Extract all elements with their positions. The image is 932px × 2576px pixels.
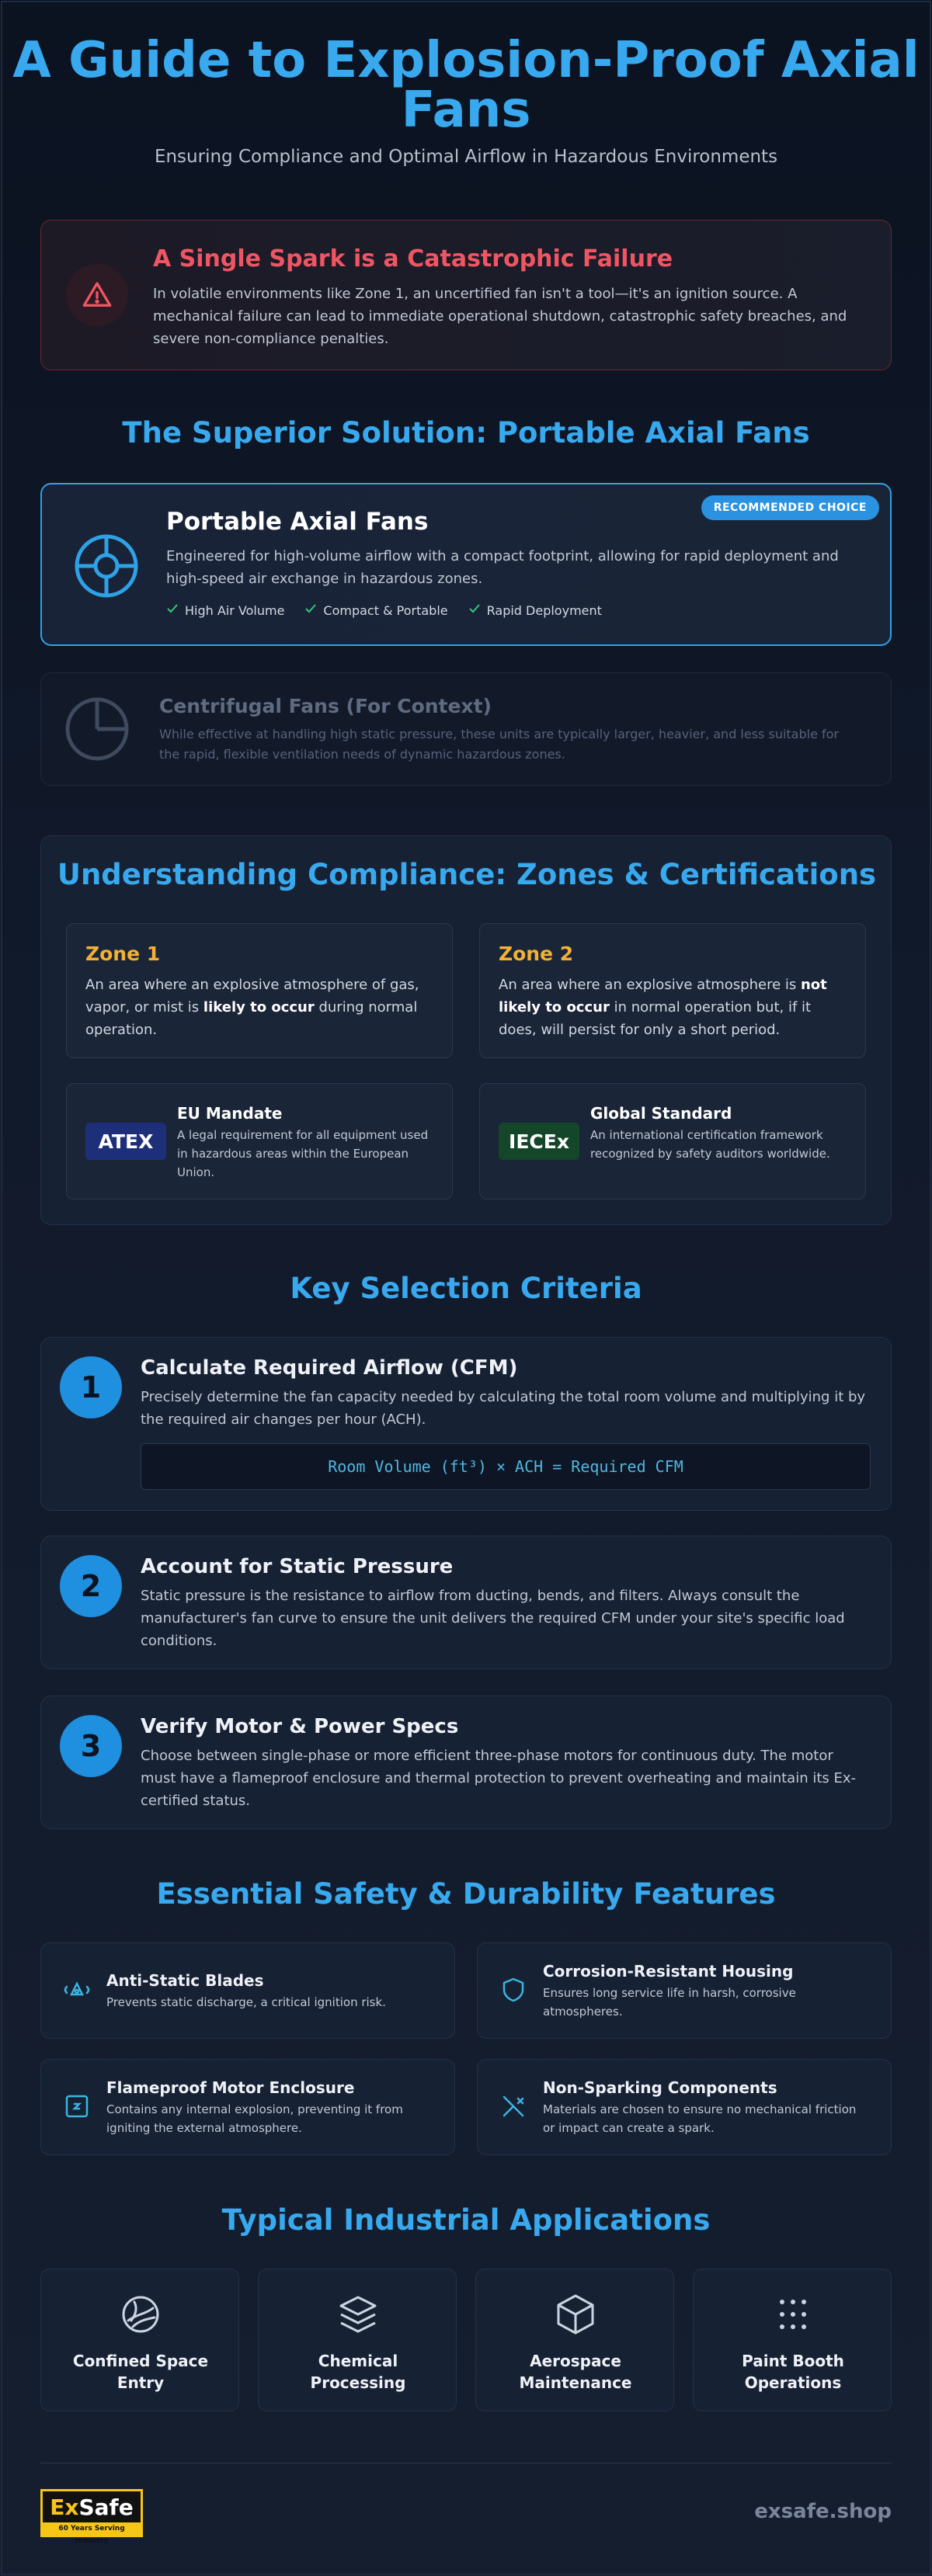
site-link[interactable]: exsafe.shop: [754, 2500, 892, 2523]
cube-icon: [552, 2291, 599, 2341]
criteria-text: Choose between single-phase or more efficient three-phase motors for continuous duty. The motor must have a flameproof enclosure and thermal protection to prevent overheating and maintain its Ex-certified status.: [141, 1748, 856, 1809]
iecex-card: [479, 1083, 866, 1199]
warning-triangle-icon: [66, 264, 128, 326]
check-icon: [468, 602, 481, 618]
feature-list: [166, 602, 602, 618]
criteria-text: Precisely determine the fan capacity needed by calculating the total room volume and multiplying it by the required air changes per hour (ACH).: [141, 1389, 866, 1428]
zone-2-card: [479, 923, 866, 1058]
application-paint-booth: [693, 2269, 892, 2411]
confined-space-icon: [117, 2291, 164, 2341]
criteria-heading: Key Selection Criteria: [290, 1272, 642, 1305]
solution-text: Engineered for high-volume airflow with a compact footprint, allowing for rapid deployment and high-speed air exchange in hazardous zones.: [166, 548, 839, 587]
enclosure-icon: [61, 2091, 92, 2125]
warning-title: A Single Spark is a Catastrophic Failure: [153, 245, 673, 273]
solution-title: Portable Axial Fans: [166, 508, 429, 536]
feature-text: Materials are chosen to ensure no mechanical friction or impact can create a spark.: [543, 2102, 857, 2135]
cert-text: A legal requirement for all equipment used in hazardous areas within the European Union.: [177, 1128, 429, 1179]
check-icon: [304, 602, 317, 618]
application-label: Aerospace Maintenance: [519, 2352, 632, 2392]
step-number: 1: [60, 1356, 122, 1418]
feature-label: Rapid Deployment: [486, 602, 602, 618]
atex-card: [66, 1083, 453, 1199]
feature-card-anti-static: [40, 1942, 455, 2039]
context-title: Centrifugal Fans (For Context): [159, 695, 492, 717]
zone-text: An area where an explosive atmosphere is not likely to occur in normal operation but, if it does, will persist for only a short period.: [499, 977, 827, 1038]
criteria-card-2: [40, 1536, 892, 1669]
application-chemical: [258, 2269, 457, 2411]
zone-text: An area where an explosive atmosphere of gas, vapor, or mist is likely to occur during normal operation.: [85, 977, 419, 1038]
page-subtitle: Ensuring Compliance and Optimal Airflow in Hazardous Environments: [154, 147, 778, 167]
safety-heading: Essential Safety & Durability Features: [156, 1877, 776, 1911]
zone-1-card: [66, 923, 453, 1058]
check-icon: [166, 602, 179, 618]
criteria-card-3: [40, 1696, 892, 1829]
warning-card: [40, 220, 892, 370]
feature-title: Corrosion-Resistant Housing: [543, 1962, 794, 1981]
feature-text: Ensures long service life in harsh, corrosive atmospheres.: [543, 1986, 796, 2019]
application-aerospace: [475, 2269, 674, 2411]
applications-heading: Typical Industrial Applications: [221, 2203, 711, 2237]
criteria-title: Verify Motor & Power Specs: [141, 1715, 459, 1738]
criteria-title: Calculate Required Airflow (CFM): [141, 1356, 518, 1380]
feature-item: [468, 602, 602, 618]
feature-item: [304, 602, 447, 618]
cert-title: Global Standard: [590, 1104, 732, 1123]
application-confined-space: [40, 2269, 239, 2411]
centrifugal-fans-card: [40, 672, 892, 786]
application-label: Confined Space Entry: [72, 2352, 209, 2392]
feature-title: Anti-Static Blades: [106, 1971, 264, 1990]
feature-card-corrosion: [477, 1942, 892, 2039]
recommended-badge: RECOMMENDED CHOICE: [701, 495, 879, 520]
feature-title: Non-Sparking Components: [543, 2078, 777, 2097]
criteria-title: Account for Static Pressure: [141, 1555, 454, 1578]
brand-tagline: 60 Years Serving Industry: [43, 2522, 141, 2535]
dots-grid-icon: [770, 2291, 816, 2341]
compliance-heading: Understanding Compliance: Zones & Certifications: [57, 858, 877, 891]
feature-title: Flameproof Motor Enclosure: [106, 2078, 355, 2097]
atex-logo: ATEX: [85, 1123, 166, 1160]
pie-chart-icon: [63, 695, 131, 766]
no-spark-icon: [498, 2091, 529, 2125]
compliance-panel: [40, 835, 892, 1225]
feature-label: Compact & Portable: [323, 602, 448, 618]
feature-label: High Air Volume: [185, 602, 285, 618]
context-text: While effective at handling high static pressure, these units are typically larger, heavier, and less suitable for the rapid, flexible ventilation needs of dynamic hazardous zones.: [159, 727, 840, 762]
application-label: Paint Booth Operations: [742, 2352, 844, 2392]
zone-title: Zone 1: [85, 943, 161, 965]
feature-card-non-sparking: [477, 2059, 892, 2155]
cfm-formula: Room Volume (ft³) × ACH = Required CFM: [141, 1443, 871, 1490]
criteria-card-1: [40, 1337, 892, 1511]
brand-name: ExSafe: [50, 2494, 134, 2520]
step-number: 2: [60, 1555, 122, 1617]
page-title: A Guide to Explosion-Proof Axial Fans: [12, 32, 920, 139]
feature-text: Contains any internal explosion, preventing it from igniting the external atmosphere.: [106, 2102, 403, 2135]
zone-title: Zone 2: [499, 943, 574, 965]
fan-target-icon: [70, 529, 143, 606]
portable-axial-fans-card: [40, 483, 892, 646]
feature-item: [166, 602, 284, 618]
criteria-text: Static pressure is the resistance to airflow from ducting, bends, and filters. Always consult the manufacturer's fan curve to ensure the unit delivers the required CFM under your site's specific load conditions.: [141, 1588, 845, 1649]
feature-text: Prevents static discharge, a critical ignition risk.: [106, 1995, 386, 2009]
solution-heading: The Superior Solution: Portable Axial Fans: [122, 416, 810, 450]
cert-title: EU Mandate: [177, 1104, 283, 1123]
anti-static-icon: [61, 1974, 92, 2008]
layers-icon: [335, 2291, 381, 2341]
feature-card-flameproof: [40, 2059, 455, 2155]
shield-icon: [498, 1974, 529, 2008]
application-label: Chemical Processing: [310, 2352, 406, 2392]
cert-text: An international certification framework recognized by safety auditors worldwide.: [590, 1128, 830, 1161]
iecex-logo: IECEx: [499, 1123, 579, 1160]
step-number: 3: [60, 1715, 122, 1777]
exsafe-logo[interactable]: [40, 2489, 143, 2545]
warning-text: In volatile environments like Zone 1, an uncertified fan isn't a tool—it's an ignition source. A mechanical failure can lead to immediate operational shutdown, catastrophic safety breaches, and severe non-compliance penalties.: [153, 286, 847, 347]
